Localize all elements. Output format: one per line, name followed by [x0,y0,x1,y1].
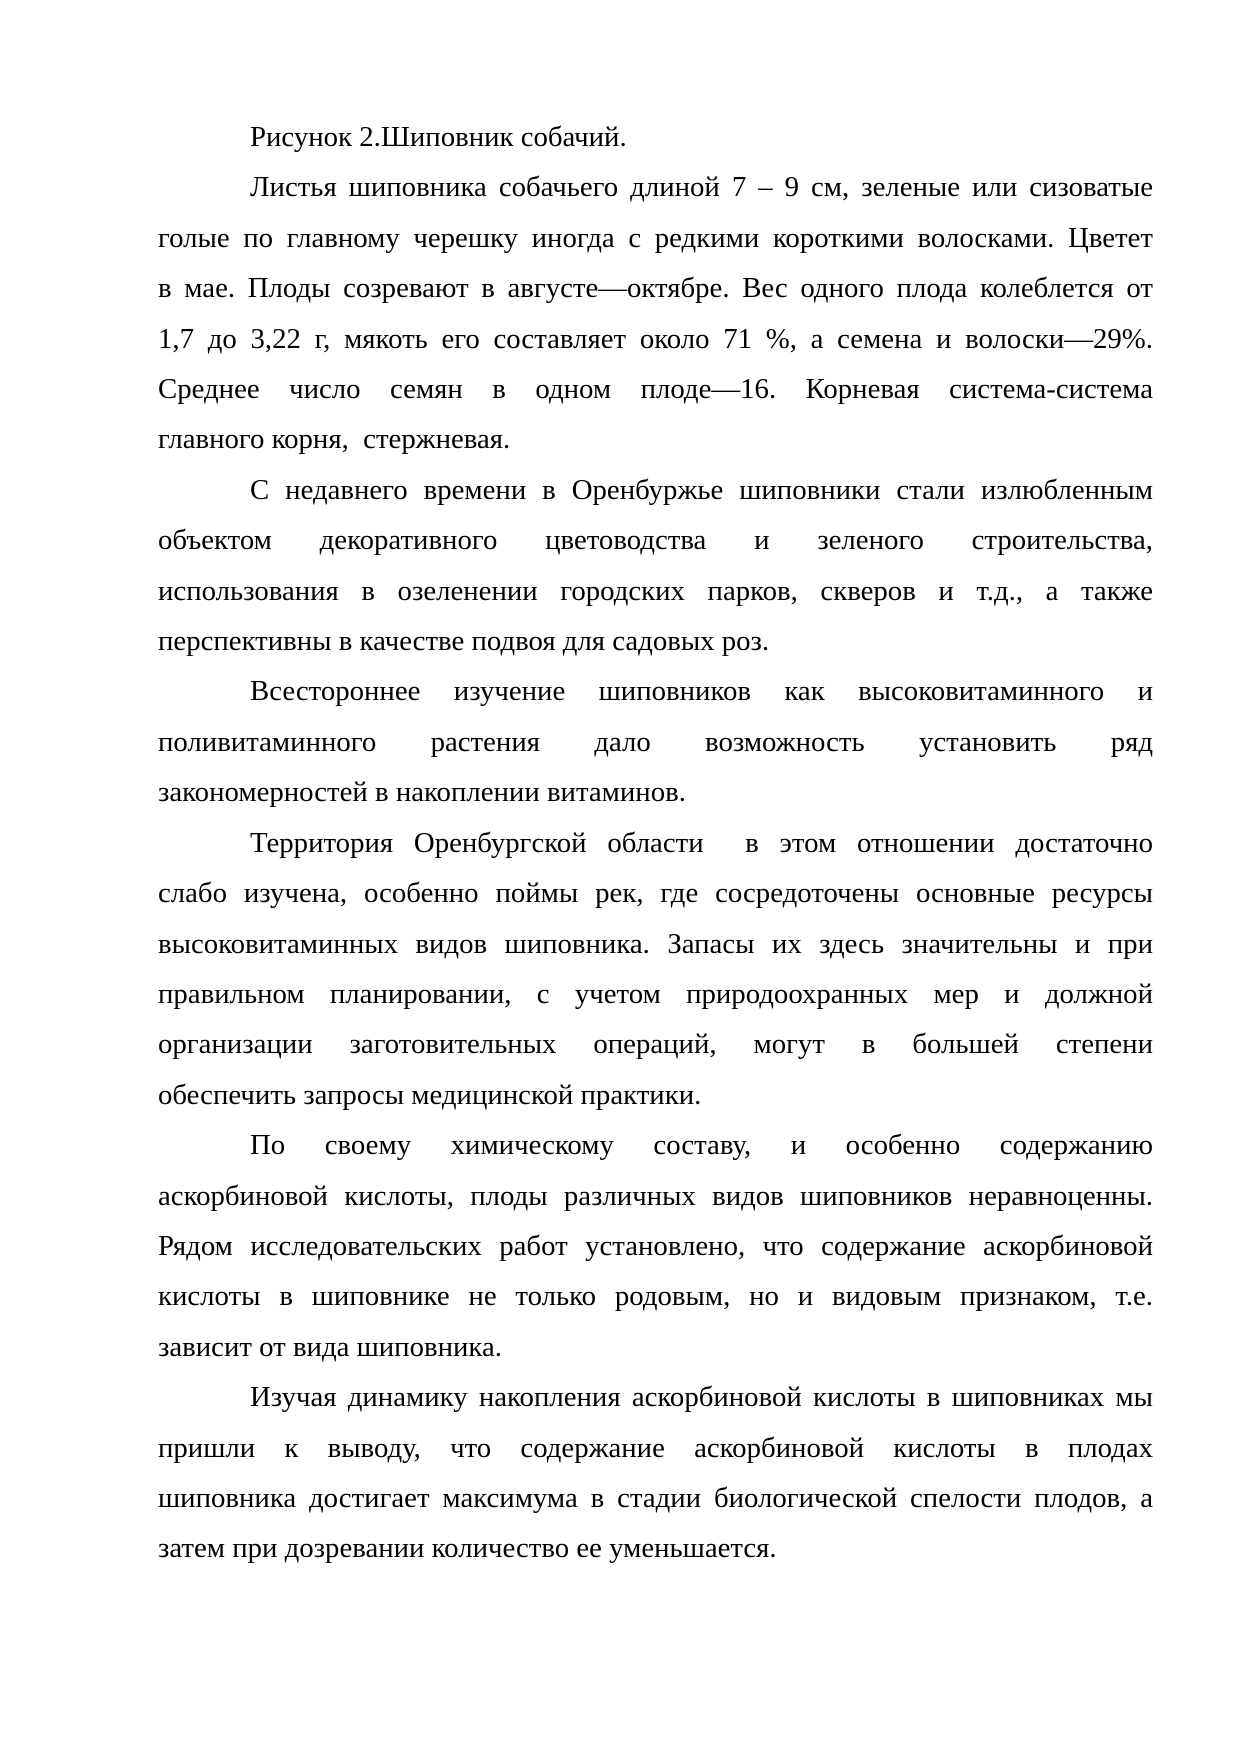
text-line: Рядом исследовательских работ установлено, что содержание аскорбиновой [158,1229,1153,1262]
text-line: аскорбиновой кислоты, плоды различных видов шиповников неравноценны. [158,1179,1153,1212]
paragraph-chemical-composition [158,1120,1153,1372]
text-line: закономерностей в накоплении витаминов. [158,776,686,809]
paragraph-figure-caption [158,112,1153,162]
text-line: Всестороннее изучение шиповников как высоковитаминного и [250,675,1153,708]
paragraph-leaves-description [158,162,1153,464]
text-line: По своему химическому составу, и особенно содержанию [250,1129,1153,1162]
paragraph-vitamin-study [158,666,1153,817]
text-line: использования в озеленении городских парков, скверов и т.д., а также [158,574,1153,607]
paragraph-territory-resources [158,818,1153,1120]
text-line: в мае. Плоды созревают в августе—октябре. Вес одного плода колеблется от [158,272,1153,305]
text-line: высоковитаминных видов шиповника. Запасы их здесь значительны и при [158,927,1153,960]
text-line: С недавнего времени в Оренбуржье шиповники стали излюбленным [250,473,1153,506]
text-line: пришли к выводу, что содержание аскорбиновой кислоты в плодах [158,1431,1153,1464]
text-line: Рисунок 2.Шиповник собачий. [250,121,627,153]
text-line: главного корня, стержневая. [158,423,511,456]
text-line: затем при дозревании количество ее уменьшается. [158,1532,777,1565]
document-body [158,112,1153,1574]
text-line: Среднее число семян в одном плоде—16. Корневая система-система [158,373,1153,406]
text-line: Территория Оренбургской области в этом отношении достаточно [250,826,1153,859]
text-line: Листья шиповника собачьего длиной 7 – 9 см, зеленые или сизоватые [250,171,1153,204]
text-line: перспективны в качестве подвоя для садовых роз. [158,625,770,658]
text-line: организации заготовительных операций, могут в большей степени [158,1028,1153,1061]
paragraph-orenburg-decorative-use [158,465,1153,667]
text-line: кислоты в шиповнике не только родовым, но и видовым признаком, т.е. [158,1280,1153,1313]
text-line: поливитаминного растения дало возможность установить ряд [158,725,1153,758]
text-line: голые по главному черешку иногда с редкими короткими волосками. Цветет [158,221,1153,254]
text-line: зависит от вида шиповника. [158,1330,502,1363]
text-line: Изучая динамику накопления аскорбиновой кислоты в шиповниках мы [250,1381,1153,1414]
text-line: слабо изучена, особенно поймы рек, где сосредоточены основные ресурсы [158,877,1153,910]
paragraph-ascorbic-acid-dynamics [158,1372,1153,1574]
text-line: обеспечить запросы медицинской практики. [158,1078,702,1111]
text-line: правильном планировании, с учетом природоохранных мер и должной [158,977,1153,1010]
text-line: объектом декоративного цветоводства и зеленого строительства, [158,524,1153,557]
text-line: шиповника достигает максимума в стадии биологической спелости плодов, а [158,1481,1153,1514]
text-line: 1,7 до 3,22 г, мякоть его составляет около 71 %, а семена и волоски—29%. [158,322,1153,355]
